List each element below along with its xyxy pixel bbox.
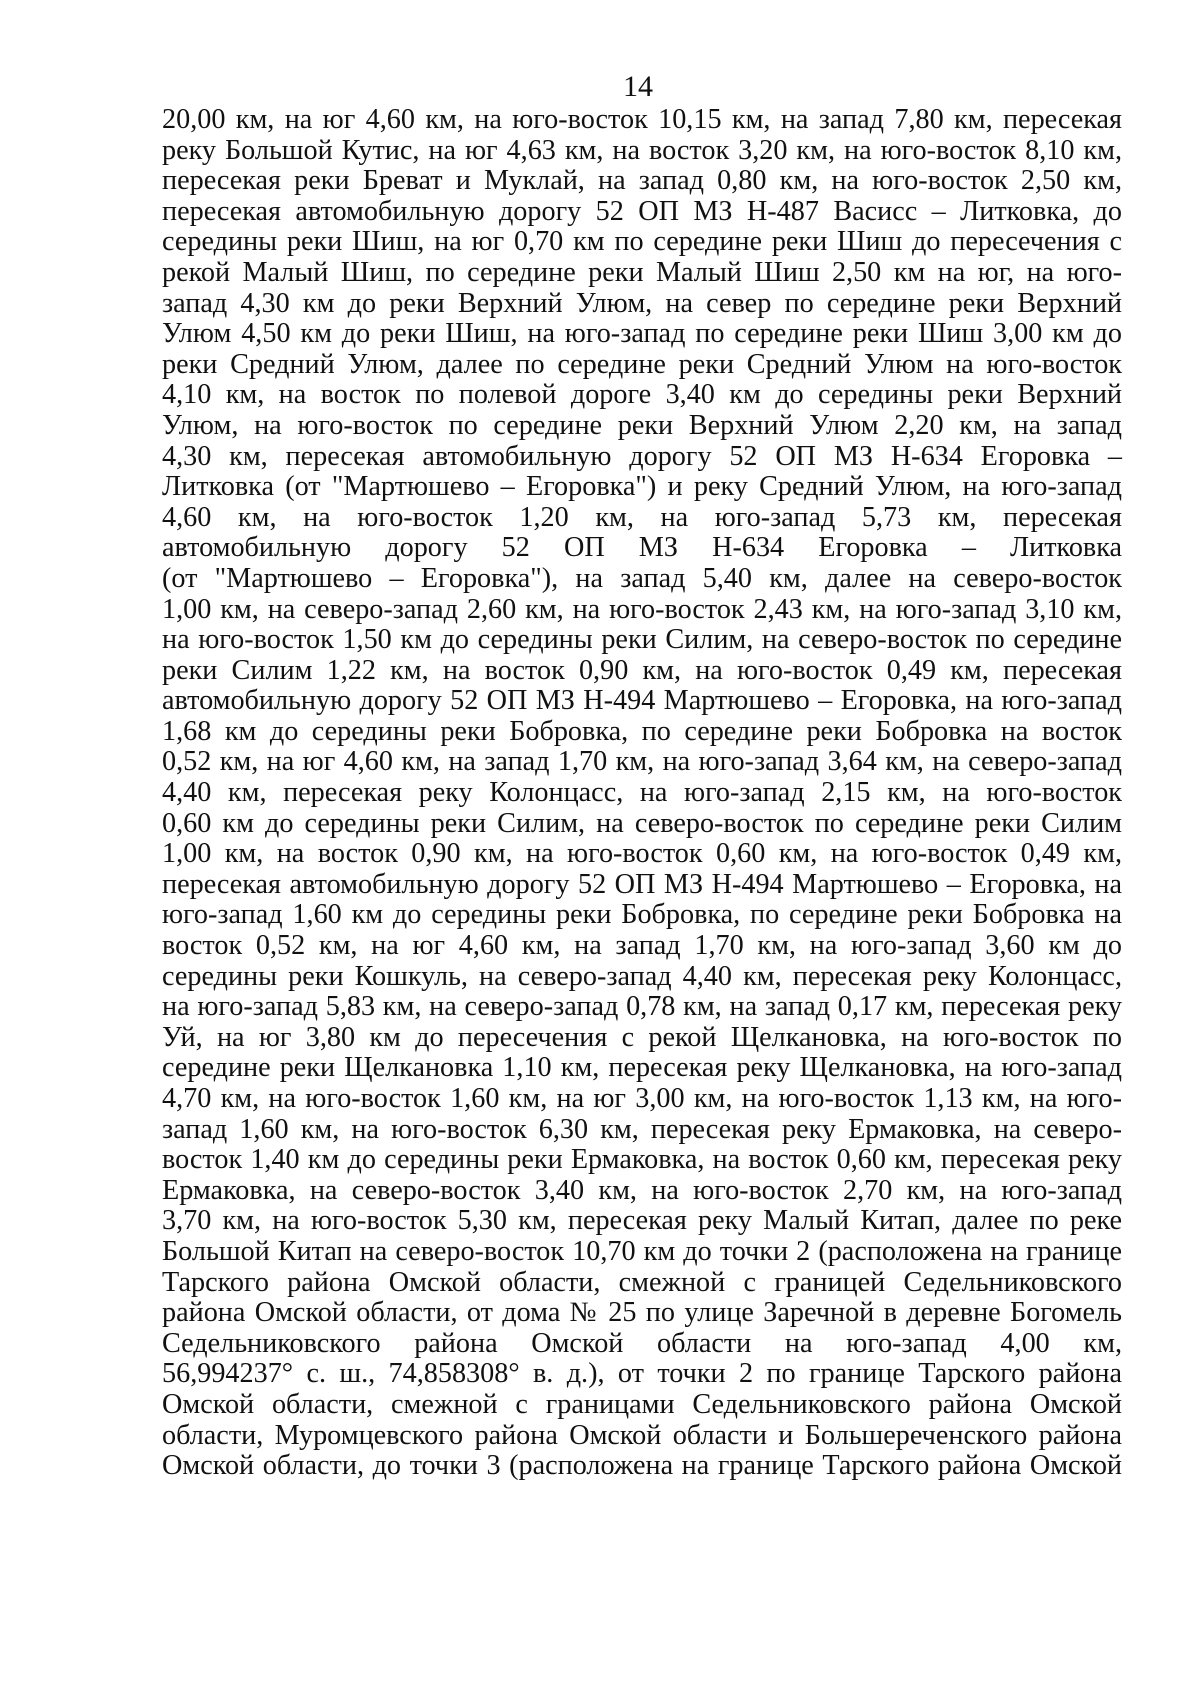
text-line: Уй, на юг 3,80 км до пересечения с рекой Щелкановка, на юго-восток по	[162, 1021, 1122, 1053]
text-line: Улюм 4,50 км до реки Шиш, на юго-запад по середине реки Шиш 3,00 км до	[162, 318, 1122, 350]
text-line: пересекая автомобильную дорогу 52 ОП МЗ Н-494 Мартюшево – Егоровка, на	[162, 868, 1122, 900]
text-line: (от "Мартюшево – Егоровка"), на запад 5,40 км, далее на северо-восток	[162, 562, 1122, 594]
text-line: 4,70 км, на юго-восток 1,60 км, на юг 3,00 км, на юго-восток 1,13 км, на юго-	[162, 1083, 1122, 1114]
text-line: 56,994237° с. ш., 74,858308° в. д.), от точки 2 по границе Тарского района	[162, 1358, 1122, 1390]
text-line: рекой Малый Шиш, по середине реки Малый Шиш 2,50 км на юг, на юго-	[162, 256, 1122, 288]
text-line: восток 0,52 км, на юг 4,60 км, на запад 1,70 км, на юго-запад 3,60 км до	[162, 930, 1122, 962]
text-line: 1,00 км, на восток 0,90 км, на юго-восток 0,60 км, на юго-восток 0,49 км,	[162, 838, 1122, 870]
text-line: пересекая реки Бреват и Муклай, на запад 0,80 км, на юго-восток 2,50 км,	[162, 165, 1122, 197]
text-line: середины реки Кошкуль, на северо-запад 4,40 км, пересекая реку Колонцасс,	[162, 960, 1122, 992]
text-line: 4,10 км, на восток по полевой дороге 3,40 км до середины реки Верхний	[162, 379, 1122, 411]
text-line: реки Средний Улюм, далее по середине реки Средний Улюм на юго-восток	[162, 348, 1122, 380]
text-line: восток 1,40 км до середины реки Ермаковка, на восток 0,60 км, пересекая реку	[162, 1144, 1122, 1176]
text-line: автомобильную дорогу 52 ОП МЗ Н-634 Егоровка – Литковка	[162, 532, 1122, 564]
text-line: 3,70 км, на юго-восток 5,30 км, пересекая реку Малый Китап, далее по реке	[162, 1205, 1122, 1237]
text-line: запад 4,30 км до реки Верхний Улюм, на север по середине реки Верхний	[162, 287, 1122, 319]
text-line: на юго-запад 5,83 км, на северо-запад 0,78 км, на запад 0,17 км, пересекая реку	[162, 991, 1122, 1023]
text-line: 0,52 км, на юг 4,60 км, на запад 1,70 км, на юго-запад 3,64 км, на северо-запад	[162, 746, 1122, 778]
page-number: 14	[623, 70, 653, 103]
text-line: Ермаковка, на северо-восток 3,40 км, на юго-восток 2,70 км, на юго-запад	[162, 1174, 1122, 1206]
text-line: 1,68 км до середины реки Бобровка, по середине реки Бобровка на восток	[162, 715, 1122, 747]
text-line: Омской области, смежной с границами Седельниковского района Омской	[162, 1388, 1122, 1420]
text-line: Омской области, до точки 3 (расположена на границе Тарского района Омской	[162, 1450, 1122, 1482]
text-line: на юго-восток 1,50 км до середины реки Силим, на северо-восток по середине	[162, 624, 1122, 656]
text-line: 4,40 км, пересекая реку Колонцасс, на юго-запад 2,15 км, на юго-восток	[162, 777, 1122, 809]
text-line: юго-запад 1,60 км до середины реки Бобровка, по середине реки Бобровка на	[162, 899, 1122, 931]
text-line: Тарского района Омской области, смежной с границей Седельниковского	[162, 1266, 1122, 1298]
text-line: середине реки Щелкановка 1,10 км, пересекая реку Щелкановка, на юго-запад	[162, 1052, 1122, 1084]
text-line: области, Муромцевского района Омской области и Большереченского района	[162, 1419, 1122, 1451]
text-line: реки Силим 1,22 км, на восток 0,90 км, на юго-восток 0,49 км, пересекая	[162, 654, 1122, 686]
text-line: пересекая автомобильную дорогу 52 ОП МЗ Н-487 Васисс – Литковка, до	[162, 195, 1122, 227]
text-line: Улюм, на юго-восток по середине реки Верхний Улюм 2,20 км, на запад	[162, 409, 1122, 441]
text-line: района Омской области, от дома № 25 по улице Заречной в деревне Богомель	[162, 1297, 1122, 1329]
text-line: Литковка (от "Мартюшево – Егоровка") и реку Средний Улюм, на юго-запад	[162, 471, 1122, 503]
text-line: 1,00 км, на северо-запад 2,60 км, на юго-восток 2,43 км, на юго-запад 3,10 км,	[162, 593, 1122, 625]
body-text	[162, 105, 1122, 1482]
text-line: Седельниковского района Омской области на юго-запад 4,00 км,	[162, 1327, 1122, 1359]
text-line: 0,60 км до середины реки Силим, на северо-восток по середине реки Силим	[162, 807, 1122, 839]
text-line: автомобильную дорогу 52 ОП МЗ Н-494 Мартюшево – Егоровка, на юго-запад	[162, 685, 1122, 717]
text-line: Большой Китап на северо-восток 10,70 км до точки 2 (расположена на границе	[162, 1235, 1122, 1267]
text-line: середины реки Шиш, на юг 0,70 км по середине реки Шиш до пересечения с	[162, 226, 1122, 258]
text-line: реку Большой Кутис, на юг 4,63 км, на восток 3,20 км, на юго-восток 8,10 км,	[162, 134, 1122, 166]
text-line: запад 1,60 км, на юго-восток 6,30 км, пересекая реку Ермаковка, на северо-	[162, 1113, 1122, 1145]
text-line: 4,30 км, пересекая автомобильную дорогу 52 ОП МЗ Н-634 Егоровка –	[162, 440, 1122, 472]
text-line: 20,00 км, на юг 4,60 км, на юго-восток 10,15 км, на запад 7,80 км, пересекая	[162, 104, 1122, 135]
text-line: 4,60 км, на юго-восток 1,20 км, на юго-запад 5,73 км, пересекая	[162, 501, 1122, 533]
